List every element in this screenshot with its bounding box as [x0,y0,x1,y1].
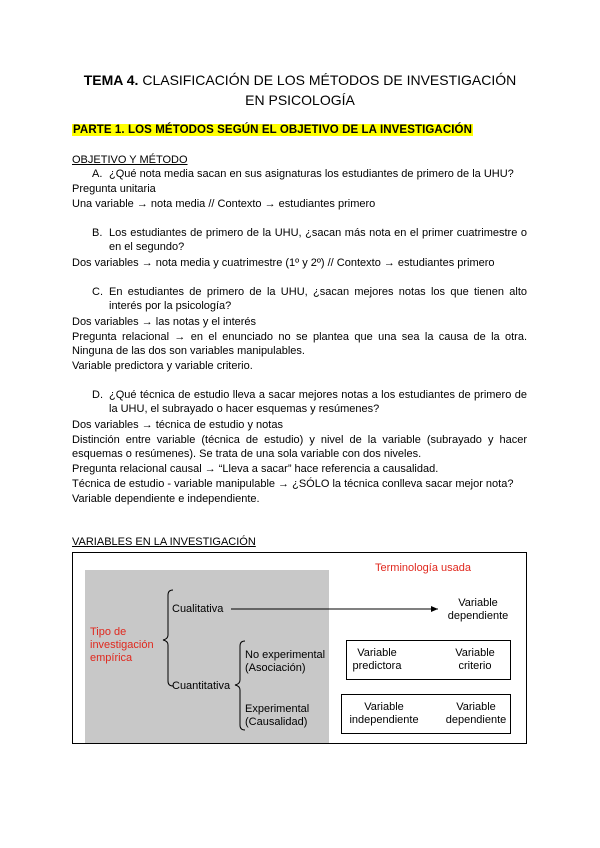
item-a-line2: Una variable → nota media // Contexto → estudiantes primero [72,198,376,210]
var-pred-line2: predictora [352,660,402,672]
page-title-line2: EN PSICOLOGÍA [245,92,355,108]
tipo-line2: investigación [90,639,154,651]
item-d-line1: Dos variables → técnica de estudio y notas [72,419,283,431]
section-objetivo-metodo: OBJETIVO Y MÉTODO [72,154,188,166]
item-d-marker: D. [92,389,103,401]
title-bold: TEMA 4. [83,72,139,88]
item-d-line2: Distinción entre variable (técnica de estudio) y nivel de la variable (subrayado y hacer [72,434,527,446]
item-c-question-2: interés por la psicología? [109,300,232,312]
page-title [0,71,600,90]
terminology-label: Terminología usada [375,562,472,574]
var-dep-bottom-line2: dependiente [445,714,507,726]
var-dependiente-bottom [444,701,508,727]
section-variables: VARIABLES EN LA INVESTIGACIÓN [72,536,256,548]
experimental-line1: Experimental [245,703,310,715]
var-predictora [350,647,404,673]
variables-diagram [72,552,527,744]
item-d-line6: Variable dependiente e independiente. [72,493,260,505]
item-c-marker: C. [92,286,103,298]
var-indep-line2: independiente [349,714,419,726]
item-d-line5: Técnica de estudio - variable manipulable → ¿SÓLO la técnica conlleva sacar mejor nota? [72,478,514,490]
item-d-question-2: la UHU, el subrayado o hacer esquemas y resúmenes? [109,403,380,415]
tipo-line3: empírica [90,652,133,664]
experimental-line2: (Causalidad) [245,716,308,728]
item-d-line4: Pregunta relacional causal → “Lleva a sacar” hace referencia a causalidad. [72,463,439,475]
no-experimental-label [245,649,325,675]
item-a-line1: Pregunta unitaria [72,183,156,195]
tipo-line1: Tipo de [90,626,127,638]
item-b-question-2: en el segundo? [109,241,185,253]
var-dep-top-line1: Variable [458,597,498,609]
brace-cuantitativa [235,641,245,730]
var-dependiente-top [438,597,518,623]
no-experimental-line2: (Asociación) [245,662,306,674]
part1-heading: PARTE 1. LOS MÉTODOS SEGÚN EL OBJETIVO DE LA INVESTIGACIÓN [73,124,472,136]
no-experimental-line1: No experimental [245,649,326,661]
var-crit-line1: Variable [455,647,495,659]
var-dep-bottom-line1: Variable [456,701,496,713]
item-c-question-1: En estudiantes de primero de la UHU, ¿sacan mejores notas los que tienen alto [109,286,527,298]
item-a-question: ¿Qué nota media sacan en sus asignaturas los estudiantes de primero de la UHU? [109,168,514,180]
var-independiente [343,701,425,727]
item-a-marker: A. [92,168,103,180]
var-indep-line1: Variable [364,701,404,713]
var-dep-top-line2: dependiente [447,610,509,622]
var-criterio [445,647,505,673]
experimental-label [245,703,309,729]
cuantitativa-label: Cuantitativa [172,680,231,692]
title-rest: CLASIFICACIÓN DE LOS MÉTODOS DE INVESTIGACIÓN [142,72,517,88]
var-pred-line1: Variable [357,647,397,659]
item-c-line3: Ninguna de las dos son variables manipulables. [72,345,305,357]
item-c-line2: Pregunta relacional → en el enunciado no se plantea que una sea la causa de la otra. [72,331,527,343]
item-b-marker: B. [92,227,103,239]
cualitativa-label: Cualitativa [172,603,224,615]
item-d-question-1: ¿Qué técnica de estudio lleva a sacar mejores notas a los estudiantes de primero de [109,389,527,401]
item-c-line1: Dos variables → las notas y el interés [72,316,257,328]
item-b-line1: Dos variables → nota media y cuatrimestre (1º y 2º) // Contexto → estudiantes primero [72,257,495,269]
item-c-line4: Variable predictora y variable criterio. [72,360,253,372]
item-d-line3: esquemas o resúmenes). Se trata de una sola variable con dos niveles. [72,448,422,460]
var-crit-line2: criterio [458,660,492,672]
item-b-question-1: Los estudiantes de primero de la UHU, ¿sacan más nota en el primer cuatrimestre o [109,227,527,239]
tipo-investigacion-label [90,626,180,665]
